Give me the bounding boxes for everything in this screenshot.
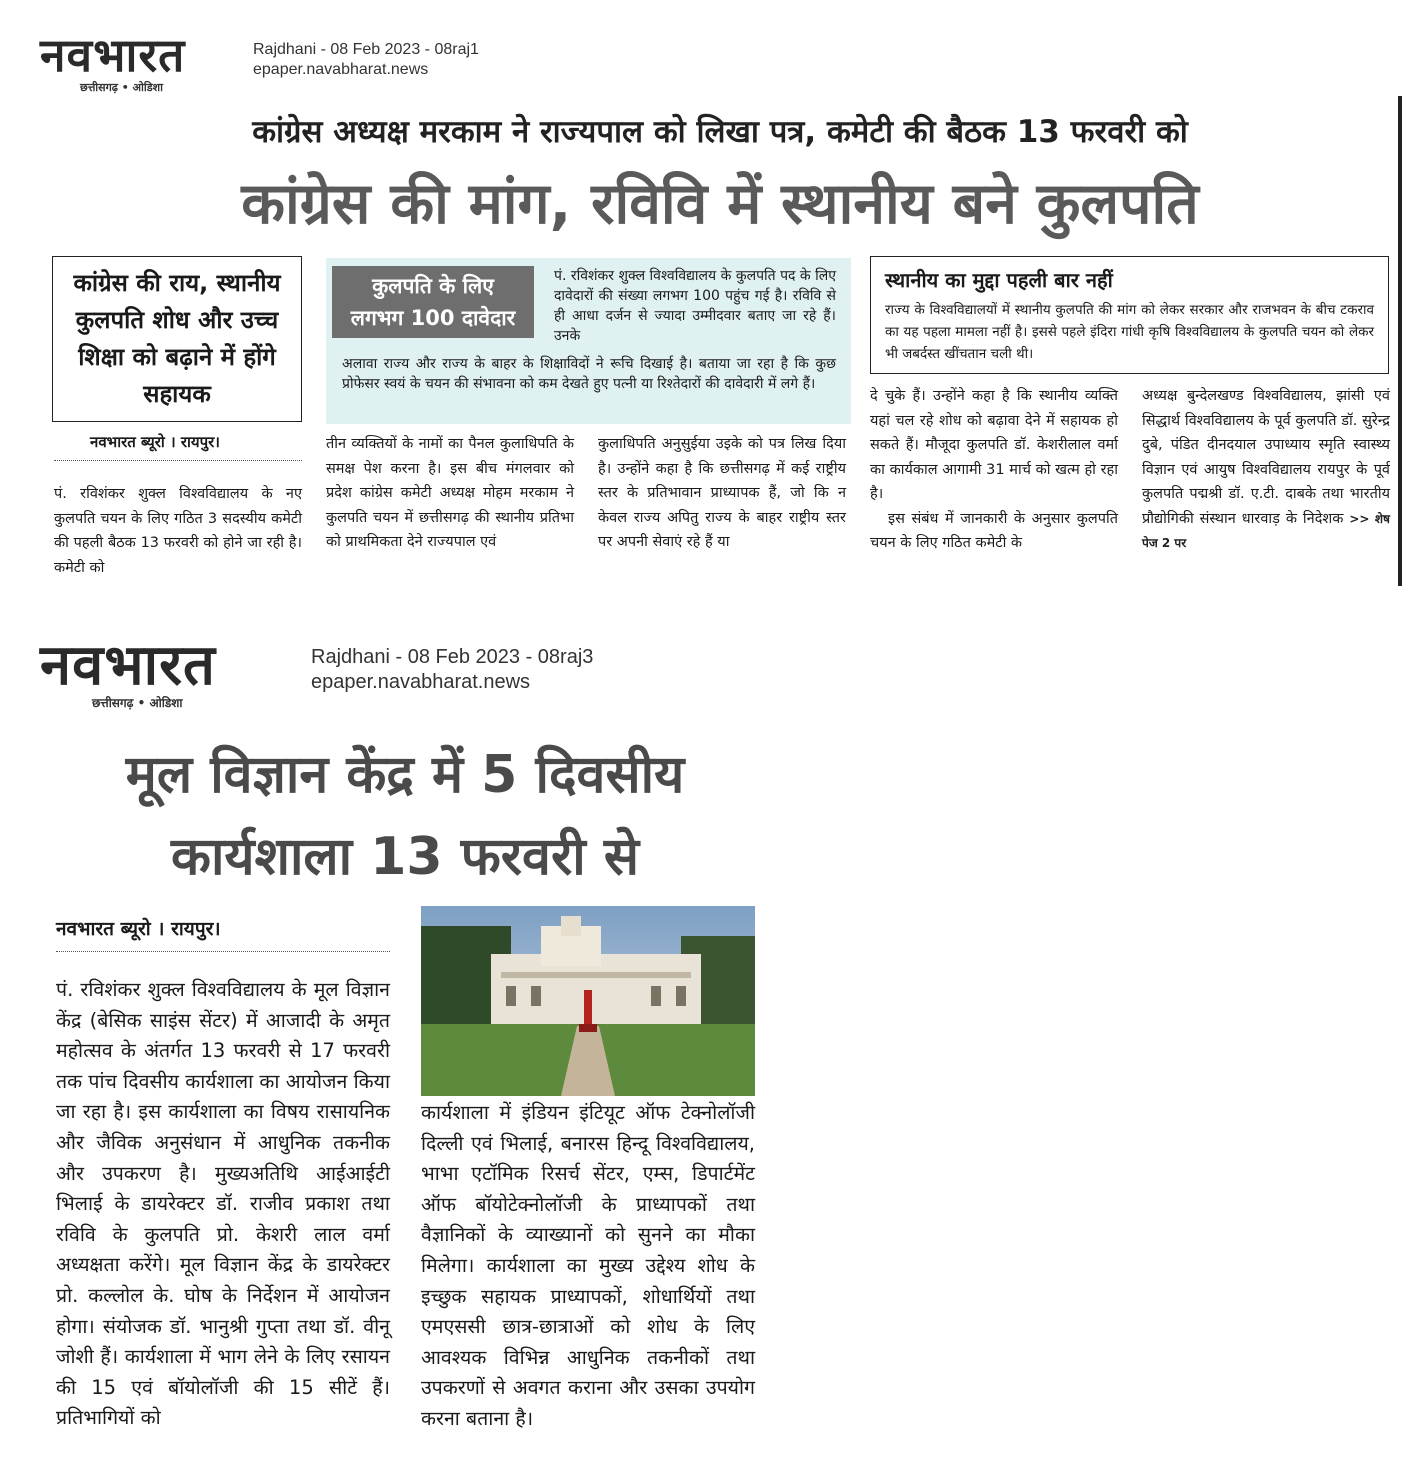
clip1-edition: Rajdhani - 08 Feb 2023 - 08raj1 <box>253 41 479 58</box>
clip1-column-5 <box>1142 384 1390 556</box>
clip1-right-box-title: स्थानीय का मुद्दा पहली बार नहीं <box>885 268 1113 292</box>
clip1-continued-link[interactable]: >> शेष पेज 2 पर <box>1142 511 1390 550</box>
clip2-site: epaper.navabharat.news <box>311 671 531 693</box>
clip2-headline-line2: कार्यशाला 13 फरवरी से <box>171 827 639 887</box>
clip1-byline: नवभारत ब्यूरो । रायपुर। <box>90 433 220 451</box>
clip1-column-3: कुलाधिपति अनुसुईया उइके को पत्र लिख दिया है। उन्होंने कहा है कि छत्तीसगढ़ में कई राष्ट्रीय स्तर के प्रतिभावान प्राध्यापक हैं, जो कि न केवल राज्य अपितु राज्य के बाहर राष्ट्रीय स्तर पर अपनी सेवाएं रहे हैं या <box>598 436 846 550</box>
clip2-logo: नवभारत <box>40 632 216 698</box>
clip1-center-box-text-bottom: अलावा राज्य और राज्य के बाहर के शिक्षाविदों ने रूचि दिखाई है। बताया जा रहा है कि कुछ प्रोफेसर स्वयं के चयन की संभावना को कम देखते हुए पत्नी या रिश्तेदारों की दावेदारी में लगे हैं। <box>342 356 836 392</box>
clip1-kicker: कांग्रेस अध्यक्ष मरकाम ने राज्यपाल को लिखा पत्र, कमेटी की बैठक 13 फरवरी को <box>252 114 1188 150</box>
clip1-center-box-title-line2: लगभग 100 दावेदार <box>350 306 516 330</box>
clip1-logo: नवभारत <box>40 28 186 82</box>
clip2-column-1: पं. रविशंकर शुक्ल विश्वविद्यालय के मूल विज्ञान केंद्र (बेसिक साइंस सेंटर) में आजादी के अमृत महोत्सव के अंतर्गत 13 फरवरी से 17 फरवरी तक पांच दिवसीय कार्यशाला का आयोजन किया जा रहा है। इस कार्यशाला का विषय रासायनिक और जैविक अनुसंधान में आधुनिक तकनीक और उपकरण है। मुख्यअतिथि आईआईटी भिलाई के डायरेक्टर डॉ. राजीव प्रकाश तथा रविवि के कुलपति प्रो. केशरी लाल वर्मा अध्यक्षता करेंगे। मूल विज्ञान केंद्र के डायरेक्टर प्रो. कल्लोल के. घोष के निर्देशन में आयोजन होगा। संयोजक डॉ. भानुश्री गुप्ता तथा डॉ. वीनू जोशी हैं। कार्यशाला में भाग लेने के लिए रसायन की 15 एवं बॉयोलॉजी की 15 सीटें हैं। प्रतिभागियों को <box>56 978 390 1430</box>
clip1-site: epaper.navabharat.news <box>253 61 429 78</box>
clip1-right-box <box>870 256 1389 374</box>
clip1-center-box <box>326 258 851 424</box>
clip1-logo-sub: छत्तीसगढ़ • ओडिशा <box>80 81 163 94</box>
clip1-center-box-text-top: पं. रविशंकर शुक्ल विश्वविद्यालय के कुलपति पद के लिए दावेदारों की संख्या लगभग 100 पहुंच गई है। रविवि से ही आधा दर्जन से ज्यादा उम्मीदवार बताए जा रहे हैं। उनके <box>554 268 836 344</box>
clip1-column-4-p1: दे चुके हैं। उन्होंने कहा है कि स्थानीय व्यक्ति यहां चल रहे शोध को बढ़ावा देने में सहायक हो सकते हैं। मौजूदा कुलपति डॉ. केशरीलाल वर्मा का कार्यकाल आगामी 31 मार्च को खत्म हो रहा है। <box>870 388 1118 502</box>
clip2-byline: नवभारत ब्यूरो । रायपुर। <box>56 918 221 940</box>
clip2-headline-line1: मूल विज्ञान केंद्र में 5 दिवसीय <box>125 745 685 805</box>
clip1-byline-rule <box>54 460 302 461</box>
clip2-column-2: कार्यशाला में इंडियन इंटियूट ऑफ टेक्नोलॉजी दिल्ली एवं भिलाई, बनारस हिन्दू विश्वविद्यालय, भाभा एटॉमिक रिसर्च सेंटर, एम्स, डिपार्टमेंट ऑफ बॉयोटेक्नोलॉजी के प्राध्यापकों तथा वैज्ञानिकों के व्याख्यानों को सुनने का मौका मिलेगा। कार्यशाला का मुख्य उद्देश्य शोध के इच्छुक सहायक प्राध्यापकों, शोधार्थियों तथा एमएससी छात्र-छात्राओं को शोध के लिए आवश्यक विभिन्न आधुनिक तकनीकों तथा उपकरणों से अवगत कराना और उसका उपयोग करना बताना है। <box>421 1101 755 1430</box>
clip2-photo <box>421 906 755 1096</box>
clip1-column-4 <box>870 384 1118 556</box>
clip2-headline <box>40 734 770 898</box>
clip1-column-1: पं. रविशंकर शुक्ल विश्वविद्यालय के नए कुलपति चयन के लिए गठित 3 सदस्यीय कमेटी की पहली बैठक 13 फरवरी को होने जा रही है। कमेटी को <box>54 486 302 576</box>
clip1-center-box-title <box>332 266 534 338</box>
clip2-byline-rule <box>56 951 390 952</box>
clip1-right-box-text: राज्य के विश्वविद्यालयों में स्थानीय कुलपति की मांग को लेकर सरकार और राजभवन के बीच टकराव का यह पहला मामला नहीं है। इससे पहले इंदिरा गांधी कृषि विश्वविद्यालय के कुलपति चयन को लेकर भी जबर्दस्त खींचतान चली थी। <box>885 302 1374 362</box>
clip1-headline: कांग्रेस की मांग, रविवि में स्थानीय बने कुलपति <box>241 171 1199 237</box>
clip1-column-5-text: अध्यक्ष बुन्देलखण्ड विश्वविद्यालय, झांसी एवं सिद्धार्थ विश्वविद्यालय के पूर्व कुलपति डॉ. सुरेन्द्र दुबे, पंडित दीनदयाल उपाध्याय स्मृति स्वास्थ्य विज्ञान एवं आयुष विश्वविद्यालय रायपुर के पूर्व कुलपति पद्मश्री डॉ. ए.टी. दाबके तथा भारतीय प्रौद्योगिकी संस्थान धारवाड़ के निदेशक <box>1142 388 1390 527</box>
clip1-left-box <box>52 256 302 422</box>
clip1-left-box-text: कांग्रेस की राय, स्थानीय कुलपति शोध और उच्च शिक्षा को बढ़ाने में होंगे सहायक <box>73 269 281 408</box>
clip1-column-4-p2: इस संबंध में जानकारी के अनुसार कुलपति चयन के लिए गठित कमेटी के <box>870 510 1118 551</box>
clip2-edition: Rajdhani - 08 Feb 2023 - 08raj3 <box>311 646 594 668</box>
university-building-photo <box>421 906 755 1096</box>
clip1-center-box-title-line1: कुलपति के लिए <box>372 274 494 298</box>
clip1-column-2: तीन व्यक्तियों के नामों का पैनल कुलाधिपति के समक्ष पेश करना है। इस बीच मंगलवार को प्रदेश कांग्रेस कमेटी अध्यक्ष मोहम मरकाम ने कुलपति चयन में छत्तीसगढ़ की स्थानीय प्रतिभा को प्राथमिकता देने राज्यपाल एवं <box>326 436 574 550</box>
clip2-logo-sub: छत्तीसगढ़ • ओडिशा <box>92 696 183 710</box>
